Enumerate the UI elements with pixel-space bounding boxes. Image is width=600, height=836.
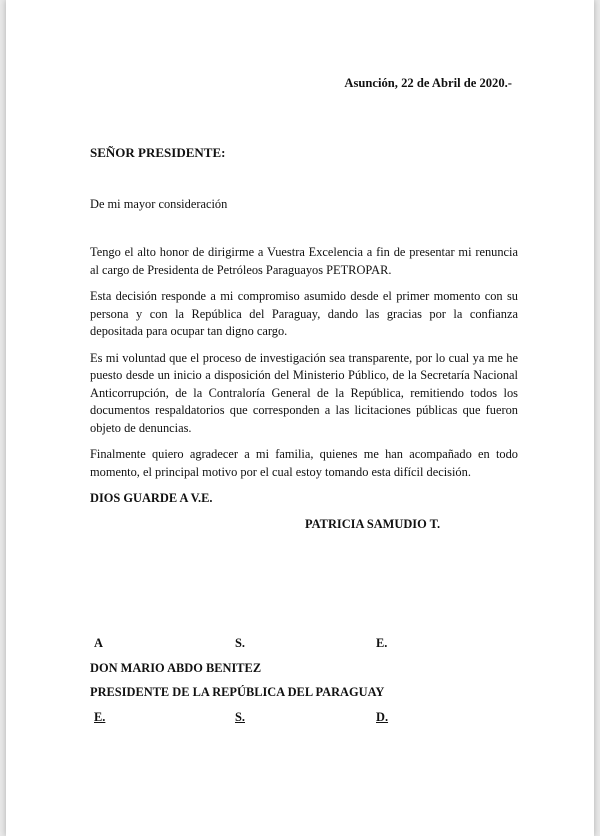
greeting: De mi mayor consideración bbox=[90, 197, 228, 211]
recipient-name: DON MARIO ABDO BENITEZ bbox=[90, 661, 262, 675]
paragraph-investigation: Es mi voluntad que el proceso de investigación sea transparente, por lo cual ya me he puesto desde un inicio a disposición del Ministerio Público, de la Secretaría Nacional Anticorrupción, de la Contraloría General de la República, remitiendo todos los documentos respaldatorios que corresponden a las licitaciones públicas que fueron objeto de denuncias. bbox=[90, 350, 518, 435]
closing-abbrev-e: E. bbox=[94, 710, 106, 724]
paragraph-commitment: Esta decisión responde a mi compromiso asumido desde el primer momento con su persona y con la República del Paraguay, dando las gracias por la confianza depositada para ocupar tan digno cargo. bbox=[90, 289, 518, 338]
letter-body bbox=[90, 244, 518, 508]
address-abbrev-e: E. bbox=[376, 636, 388, 650]
signature-name: PATRICIA SAMUDIO T. bbox=[305, 517, 441, 531]
letter-date: Asunción, 22 de Abril de 2020.- bbox=[344, 76, 512, 90]
address-abbrev-a: A bbox=[94, 636, 103, 650]
recipient-title: PRESIDENTE DE LA REPÚBLICA DEL PARAGUAY bbox=[90, 685, 385, 699]
paragraph-thanks: Finalmente quiero agradecer a mi familia, quienes me han acompañado en todo momento, el principal motivo por el cual estoy tomando esta difícil decisión. bbox=[90, 447, 518, 479]
address-abbrev-s: S. bbox=[235, 636, 245, 650]
closing-abbrev-d: D. bbox=[376, 710, 389, 724]
closing-formula: DIOS GUARDE A V.E. bbox=[90, 491, 213, 505]
paragraph-resignation: Tengo el alto honor de dirigirme a Vuestra Excelencia a fin de presentar mi renuncia al cargo de Presidenta de Petróleos Paraguayos PETROPAR. bbox=[90, 245, 518, 277]
closing-abbrev-s: S. bbox=[235, 710, 245, 724]
salutation: SEÑOR PRESIDENTE: bbox=[90, 145, 226, 160]
letter-page bbox=[6, 0, 594, 836]
